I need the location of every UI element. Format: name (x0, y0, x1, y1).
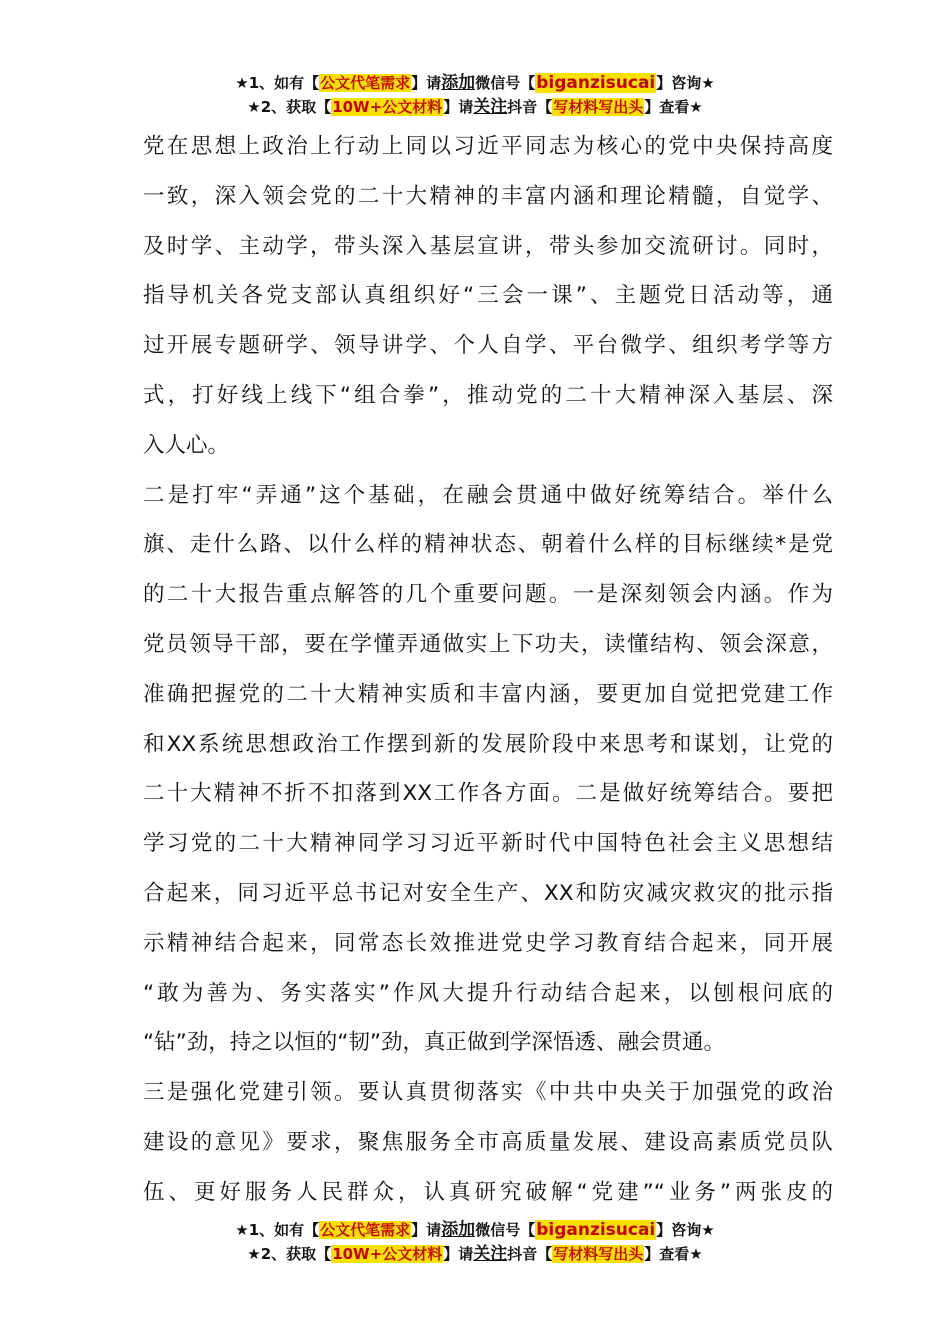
star-icon: ★ (235, 1221, 249, 1239)
header-text: 】查看★ (644, 98, 703, 116)
body-line: 三是强化党建引领。要认真贯彻落实《中共中央关于加强党的政治 (143, 1080, 833, 1106)
body-line: 过开展专题研学、领导讲学、个人自学、平台微学、组织考学等方 (143, 333, 833, 359)
body-line: 党在思想上政治上行动上同以习近平同志为核心的党中央保持高度 (143, 134, 833, 159)
header-text: 】请 (411, 74, 442, 92)
star-icon: ★ (247, 1245, 261, 1263)
highlight-wechat-id[interactable]: biganzisucai (536, 1220, 656, 1240)
body-line: 式，打好线上线下“组合拳”，推动党的二十大精神深入基层、深 (143, 382, 833, 408)
footer-text: 】请 (411, 1221, 442, 1239)
footer-banner (0, 1218, 950, 1266)
footer-text: 微信号【 (475, 1221, 536, 1239)
header-line-1 (0, 71, 950, 95)
document-body (143, 122, 833, 1218)
body-line: 入人心。 (143, 432, 230, 458)
body-line: “钻”劲，持之以恒的“韧”劲，真正做到学深悟透、融会贯通。 (143, 1030, 726, 1056)
body-line: 一致，深入领会党的二十大精神的丰富内涵和理论精髓，自觉学、 (143, 183, 833, 209)
body-line: 的二十大报告重点解答的几个重要问题。一是深刻领会内涵。作为 (143, 582, 833, 608)
footer-text: 1、如有【 (248, 1221, 320, 1239)
star-icon: ★ (235, 74, 249, 92)
header-text: 2、获取【 (260, 98, 332, 116)
underlined-follow: 关注 (473, 1244, 508, 1264)
footer-line-1 (0, 1218, 950, 1242)
body-line: 和XX系统思想政治工作摆到新的发展阶段中来思考和谋划，让党的 (143, 731, 833, 757)
header-line-2 (0, 95, 950, 119)
body-line: 准确把握党的二十大精神实质和丰富内涵，要更加自觉把党建工作 (143, 681, 833, 707)
footer-text: 】请 (443, 1245, 474, 1263)
body-line: 学习党的二十大精神同学习习近平新时代中国特色社会主义思想结 (143, 831, 833, 857)
underlined-add: 添加 (441, 73, 476, 93)
body-line: 旗、走什么路、以什么样的精神状态、朝着什么样的目标继续*是党 (143, 532, 833, 558)
highlight-douyin-account[interactable]: 写材料写出头 (553, 98, 644, 116)
body-line: 二十大精神不折不扣落到XX工作各方面。二是做好统筹结合。要把 (143, 781, 833, 807)
header-text: 】咨询★ (656, 74, 715, 92)
footer-line-2 (0, 1242, 950, 1266)
body-line: 示精神结合起来，同常态长效推进党史学习教育结合起来，同开展 (143, 930, 833, 956)
underlined-add: 添加 (441, 1220, 476, 1240)
highlight-ghostwriting: 公文代笔需求 (320, 1221, 411, 1239)
body-line: 党员领导干部，要在学懂弄通做实上下功夫，读懂结构、领会深意， (143, 631, 833, 657)
header-text: 】请 (443, 98, 474, 116)
header-text: 微信号【 (475, 74, 536, 92)
highlight-wechat-id[interactable]: biganzisucai (536, 73, 656, 93)
footer-text: 2、获取【 (260, 1245, 332, 1263)
body-line: 指导机关各党支部认真组织好“三会一课”、主题党日活动等，通 (143, 283, 833, 309)
highlight-ghostwriting: 公文代笔需求 (320, 74, 411, 92)
header-banner (0, 71, 950, 119)
highlight-materials: 10W+公文材料 (332, 1245, 443, 1263)
body-line: 二是打牢“弄通”这个基础，在融会贯通中做好统筹结合。举什么 (143, 482, 833, 508)
header-text: 1、如有【 (248, 74, 320, 92)
footer-text: 抖音【 (507, 1245, 553, 1263)
highlight-douyin-account[interactable]: 写材料写出头 (553, 1245, 644, 1263)
underlined-follow: 关注 (473, 97, 508, 117)
body-line: 建设的意见》要求，聚焦服务全市高质量发展、建设高素质党员队 (143, 1129, 833, 1155)
star-icon: ★ (247, 98, 261, 116)
header-text: 抖音【 (507, 98, 553, 116)
highlight-materials: 10W+公文材料 (332, 98, 443, 116)
body-line: “敢为善为、务实落实”作风大提升行动结合起来，以刨根问底的 (143, 980, 833, 1006)
body-line: 及时学、主动学，带头深入基层宣讲，带头参加交流研讨。同时， (143, 233, 833, 259)
footer-text: 】查看★ (644, 1245, 703, 1263)
body-line: 合起来，同习近平总书记对安全生产、XX和防灾减灾救灾的批示指 (143, 880, 833, 906)
footer-text: 】咨询★ (656, 1221, 715, 1239)
body-line: 伍、更好服务人民群众，认真研究破解“党建”“业务”两张皮的 (143, 1179, 833, 1205)
